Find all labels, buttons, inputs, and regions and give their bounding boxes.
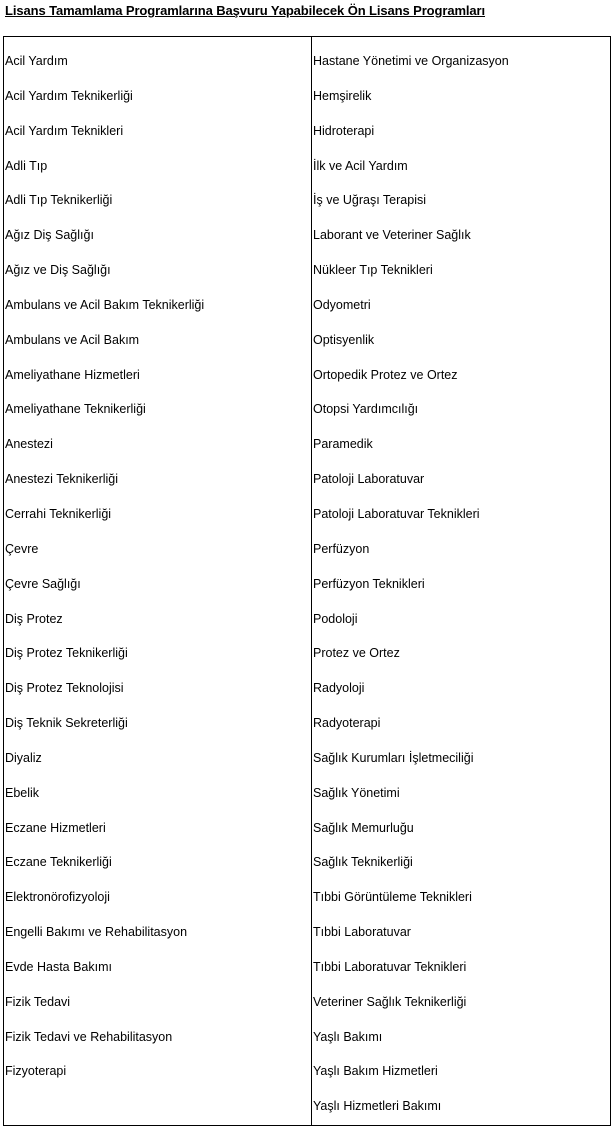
program-item: Odyometri: [313, 297, 371, 312]
program-item: Patoloji Laboratuvar Teknikleri: [313, 506, 480, 521]
program-item: Hidroterapi: [313, 123, 375, 138]
program-item: Diyaliz: [5, 750, 42, 765]
program-item: Acil Yardım Teknikleri: [5, 123, 124, 138]
program-item: Radyoloji: [313, 681, 365, 696]
program-item: Çevre: [5, 541, 39, 556]
program-item: Fizik Tedavi: [5, 994, 71, 1009]
program-item: Tıbbi Laboratuvar: [313, 925, 411, 940]
program-item: İş ve Uğraşı Terapisi: [313, 193, 427, 208]
program-item: Cerrahi Teknikerliği: [5, 506, 112, 521]
program-item: Ebelik: [5, 785, 40, 800]
program-item: Ambulans ve Acil Bakım: [5, 332, 140, 347]
right-program-list: [312, 54, 610, 1134]
program-item: Diş Protez Teknikerliği: [5, 646, 128, 661]
program-item: Acil Yardım Teknikerliği: [5, 88, 133, 103]
program-item: Yaşlı Hizmetleri Bakımı: [313, 1099, 442, 1114]
program-item: Hastane Yönetimi ve Organizasyon: [313, 54, 509, 68]
program-item: Ambulans ve Acil Bakım Teknikerliği: [5, 297, 205, 312]
program-item: Diş Teknik Sekreterliği: [5, 716, 128, 731]
program-item: Anestezi Teknikerliği: [5, 472, 119, 487]
program-item: Eczane Hizmetleri: [5, 820, 106, 835]
program-item: Podoloji: [313, 611, 358, 626]
program-item: Eczane Teknikerliği: [5, 855, 112, 870]
program-item: Çevre Sağlığı: [5, 576, 81, 591]
program-item: Tıbbi Görüntüleme Teknikleri: [313, 890, 472, 905]
program-item: Ağız Diş Sağlığı: [5, 228, 94, 243]
right-column: [312, 37, 610, 1125]
program-item: Perfüzyon Teknikleri: [313, 576, 425, 591]
program-item: Otopsi Yardımcılığı: [313, 402, 419, 417]
program-table: [3, 36, 611, 1126]
program-item: Fizik Tedavi ve Rehabilitasyon: [5, 1029, 173, 1044]
program-item: Tıbbi Laboratuvar Teknikleri: [313, 959, 467, 974]
program-item: Engelli Bakımı ve Rehabilitasyon: [5, 925, 188, 940]
left-program-list: [4, 54, 311, 1099]
program-item: Ağız ve Diş Sağlığı: [5, 263, 111, 278]
program-item: Optisyenlik: [313, 332, 375, 347]
program-item: Laborant ve Veteriner Sağlık: [313, 228, 471, 243]
program-item: Ortopedik Protez ve Ortez: [313, 367, 458, 382]
document-title: Lisans Tamamlama Programlarına Başvuru Yapabilecek Ön Lisans Programları: [5, 3, 486, 18]
program-item: Acil Yardım: [5, 54, 68, 68]
program-item: Sağlık Teknikerliği: [313, 855, 413, 870]
program-item: Yaşlı Bakım Hizmetleri: [313, 1064, 438, 1079]
program-item: Ameliyathane Teknikerliği: [5, 402, 146, 417]
program-item: Adli Tıp: [5, 158, 48, 173]
left-column: [4, 37, 312, 1125]
program-item: Yaşlı Bakımı: [313, 1029, 383, 1044]
program-item: Sağlık Memurluğu: [313, 820, 414, 835]
program-item: Radyoterapi: [313, 716, 381, 731]
program-item: Diş Protez Teknolojisi: [5, 681, 124, 696]
program-item: Perfüzyon: [313, 541, 370, 556]
program-item: Anestezi: [5, 437, 53, 452]
program-item: Veteriner Sağlık Teknikerliği: [313, 994, 467, 1009]
program-item: Ameliyathane Hizmetleri: [5, 367, 140, 382]
program-item: Hemşirelik: [313, 88, 372, 103]
program-item: Sağlık Kurumları İşletmeciliği: [313, 750, 474, 765]
program-item: Evde Hasta Bakımı: [5, 959, 112, 974]
program-item: Fizyoterapi: [5, 1064, 67, 1079]
program-item: Diş Protez: [5, 611, 63, 626]
program-item: İlk ve Acil Yardım: [313, 158, 408, 173]
program-item: Elektronörofizyoloji: [5, 890, 110, 905]
program-item: Protez ve Ortez: [313, 646, 400, 661]
program-item: Paramedik: [313, 437, 373, 452]
program-item: Adli Tıp Teknikerliği: [5, 193, 113, 208]
program-item: Patoloji Laboratuvar: [313, 472, 425, 487]
program-item: Sağlık Yönetimi: [313, 785, 400, 800]
program-item: Nükleer Tıp Teknikleri: [313, 263, 433, 278]
